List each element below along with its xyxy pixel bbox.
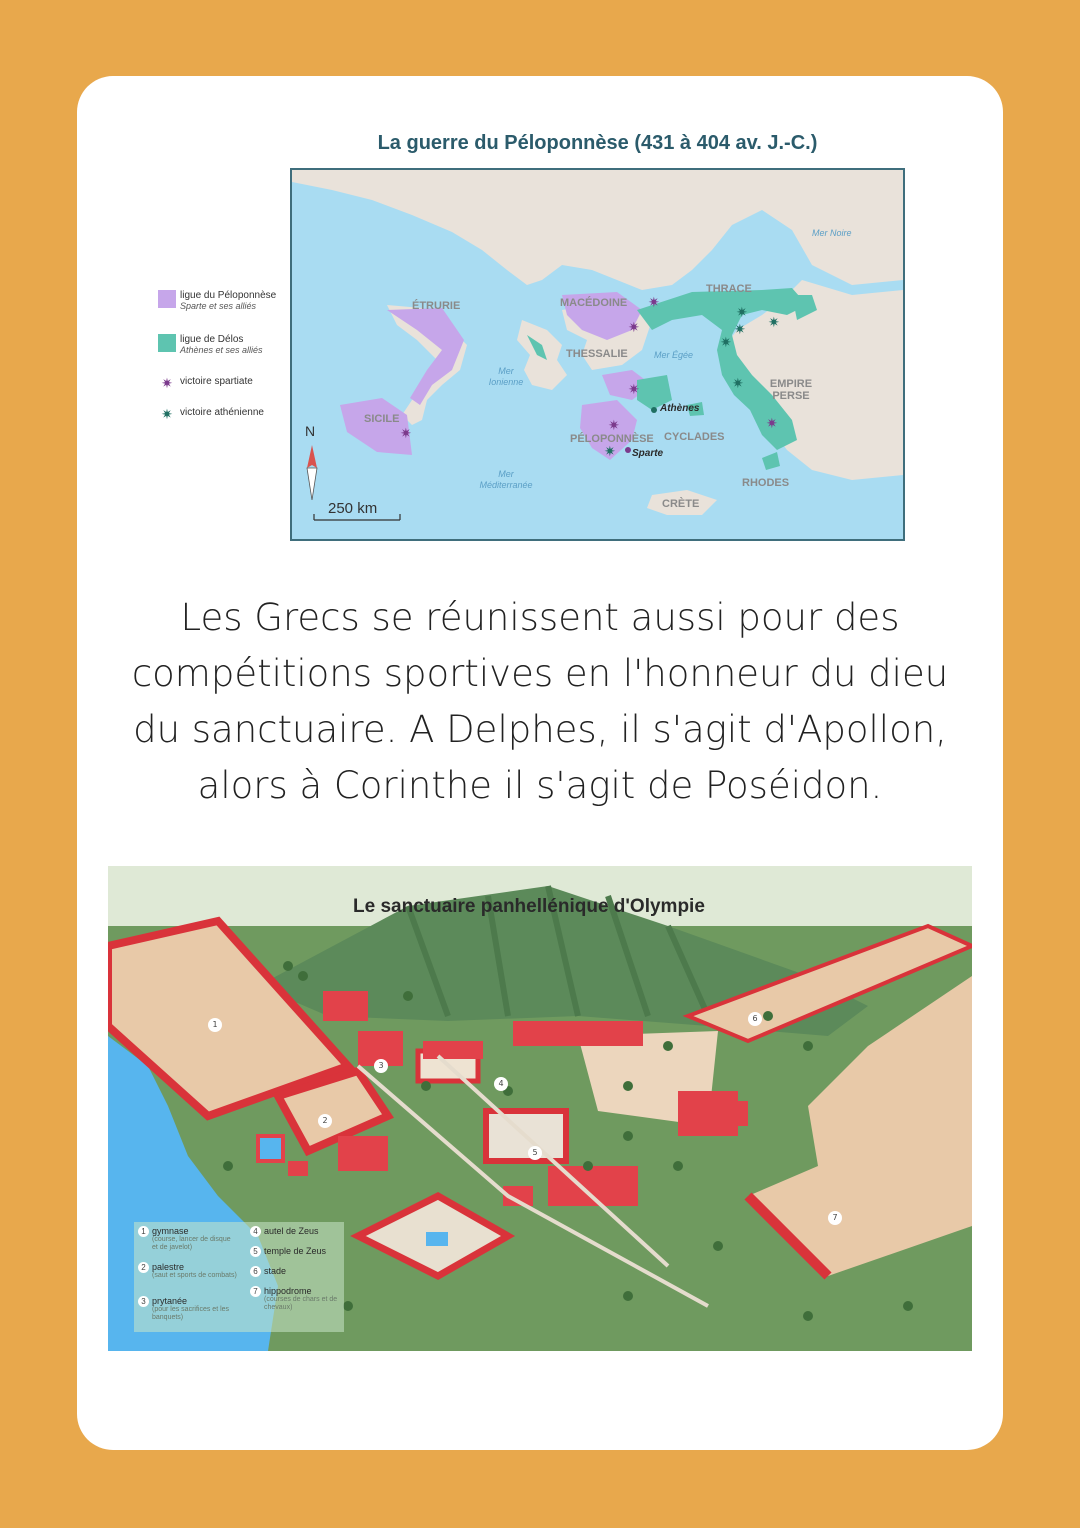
- scale-label: 250 km: [328, 500, 378, 517]
- legend-label: temple de Zeus: [264, 1246, 327, 1256]
- legend-label: palestre: [152, 1262, 185, 1272]
- legend-label: gymnase: [152, 1226, 189, 1236]
- peloponnesian-war-map: [290, 168, 905, 541]
- legend-item-athenian-victory: [158, 407, 264, 421]
- legend-label: prytanée: [152, 1296, 188, 1306]
- city-label: Athènes: [660, 403, 700, 414]
- legend-sublabel: Athènes et ses alliés: [180, 345, 263, 355]
- legend-number: 3: [138, 1296, 149, 1307]
- legend-label: victoire athénienne: [180, 407, 264, 418]
- place-label: CYCLADES: [664, 431, 725, 443]
- legend-sublabel: (pour les sacrifices et les banquets): [152, 1306, 230, 1321]
- legend-number: 1: [138, 1226, 149, 1237]
- north-label: N: [305, 423, 316, 439]
- legend-number: 4: [250, 1226, 261, 1237]
- olympia-title: Le sanctuaire panhellénique d'Olympie: [353, 896, 705, 917]
- city-label: Sparte: [632, 448, 664, 459]
- marker-6: 6: [748, 1012, 762, 1026]
- body-paragraph: Les Grecs se réunissent aussi pour des compétitions sportives en l'honneur du dieu du sanctuaire. A Delphes, il s'agit d'Apollon, alors à Corinthe il s'agit de Poséidon.: [131, 596, 949, 807]
- legend-item-hippodrome: [250, 1286, 344, 1312]
- marker-2: 2: [318, 1114, 332, 1128]
- legend-item-palestre: [138, 1262, 238, 1280]
- legend-sublabel: Sparte et ses alliés: [180, 301, 257, 311]
- sea-label: Mer Égée: [654, 350, 694, 360]
- legend-label: autel de Zeus: [264, 1226, 319, 1236]
- legend-item-gymnase: [138, 1226, 238, 1252]
- legend-swatch: [158, 290, 176, 308]
- marker-1: 1: [208, 1018, 222, 1032]
- map-title: La guerre du Péloponnèse (431 à 404 av. J.-C.): [377, 132, 818, 154]
- olympia-legend: [134, 1222, 344, 1332]
- star-icon: ✷: [734, 322, 746, 338]
- legend-item-temple: [250, 1246, 344, 1257]
- star-icon: ✷: [161, 375, 173, 391]
- place-label: PÉLOPONNÈSE: [570, 433, 654, 445]
- star-icon: ✷: [628, 382, 640, 398]
- place-label: CRÈTE: [662, 498, 700, 510]
- legend-sublabel: (course, lancer de disque et de javelot): [152, 1236, 231, 1251]
- marker-3: 3: [374, 1059, 388, 1073]
- star-icon: ✷: [608, 418, 620, 434]
- legend-item-autel: [250, 1226, 344, 1237]
- place-label: EMPIRE PERSE: [769, 378, 813, 402]
- place-label: SICILE: [364, 413, 400, 425]
- legend-label: stade: [264, 1266, 287, 1276]
- legend-item-prytanee: [138, 1296, 238, 1322]
- star-icon: ✷: [400, 426, 412, 442]
- legend-item-spartan-victory: [158, 376, 253, 390]
- legend-swatch: [158, 334, 176, 352]
- star-icon: ✷: [768, 315, 780, 331]
- legend-item-peloponnese: [158, 290, 276, 311]
- legend-label: hippodrome: [264, 1286, 312, 1296]
- legend-sublabel: (courses de chars et de chevaux): [264, 1296, 338, 1311]
- olympia-illustration: [108, 866, 972, 1351]
- legend-number: 7: [250, 1286, 261, 1297]
- star-icon: ✷: [648, 295, 660, 311]
- legend-number: 6: [250, 1266, 261, 1277]
- place-label: THRACE: [706, 283, 752, 295]
- legend-label: ligue du Péloponnèse: [180, 290, 277, 301]
- star-icon: ✷: [720, 335, 732, 351]
- sea-label: Mer Méditerranée: [479, 469, 533, 490]
- legend-number: 2: [138, 1262, 149, 1273]
- legend-item-delos: [158, 334, 263, 355]
- marker-5: 5: [528, 1146, 542, 1160]
- legend-label: ligue de Délos: [180, 334, 244, 345]
- place-label: RHODES: [742, 477, 790, 489]
- marker-7: 7: [828, 1211, 842, 1225]
- star-icon: ✷: [732, 376, 744, 392]
- place-label: ÉTRURIE: [412, 300, 461, 312]
- marker-4: 4: [494, 1077, 508, 1091]
- legend-label: victoire spartiate: [180, 376, 253, 387]
- sea-label: Mer Ionienne: [488, 366, 524, 387]
- legend-sublabel: (saut et sports de combats): [152, 1272, 237, 1279]
- star-icon: ✷: [766, 416, 778, 432]
- sea-label: Mer Noire: [812, 228, 852, 238]
- star-icon: ✷: [628, 320, 640, 336]
- place-label: MACÉDOINE: [560, 297, 628, 309]
- place-label: THESSALIE: [566, 348, 628, 360]
- star-icon: ✷: [736, 305, 748, 321]
- legend-item-stade: [250, 1266, 344, 1277]
- star-icon: ✷: [161, 406, 173, 422]
- star-icon: ✷: [604, 444, 616, 460]
- legend-number: 5: [250, 1246, 261, 1257]
